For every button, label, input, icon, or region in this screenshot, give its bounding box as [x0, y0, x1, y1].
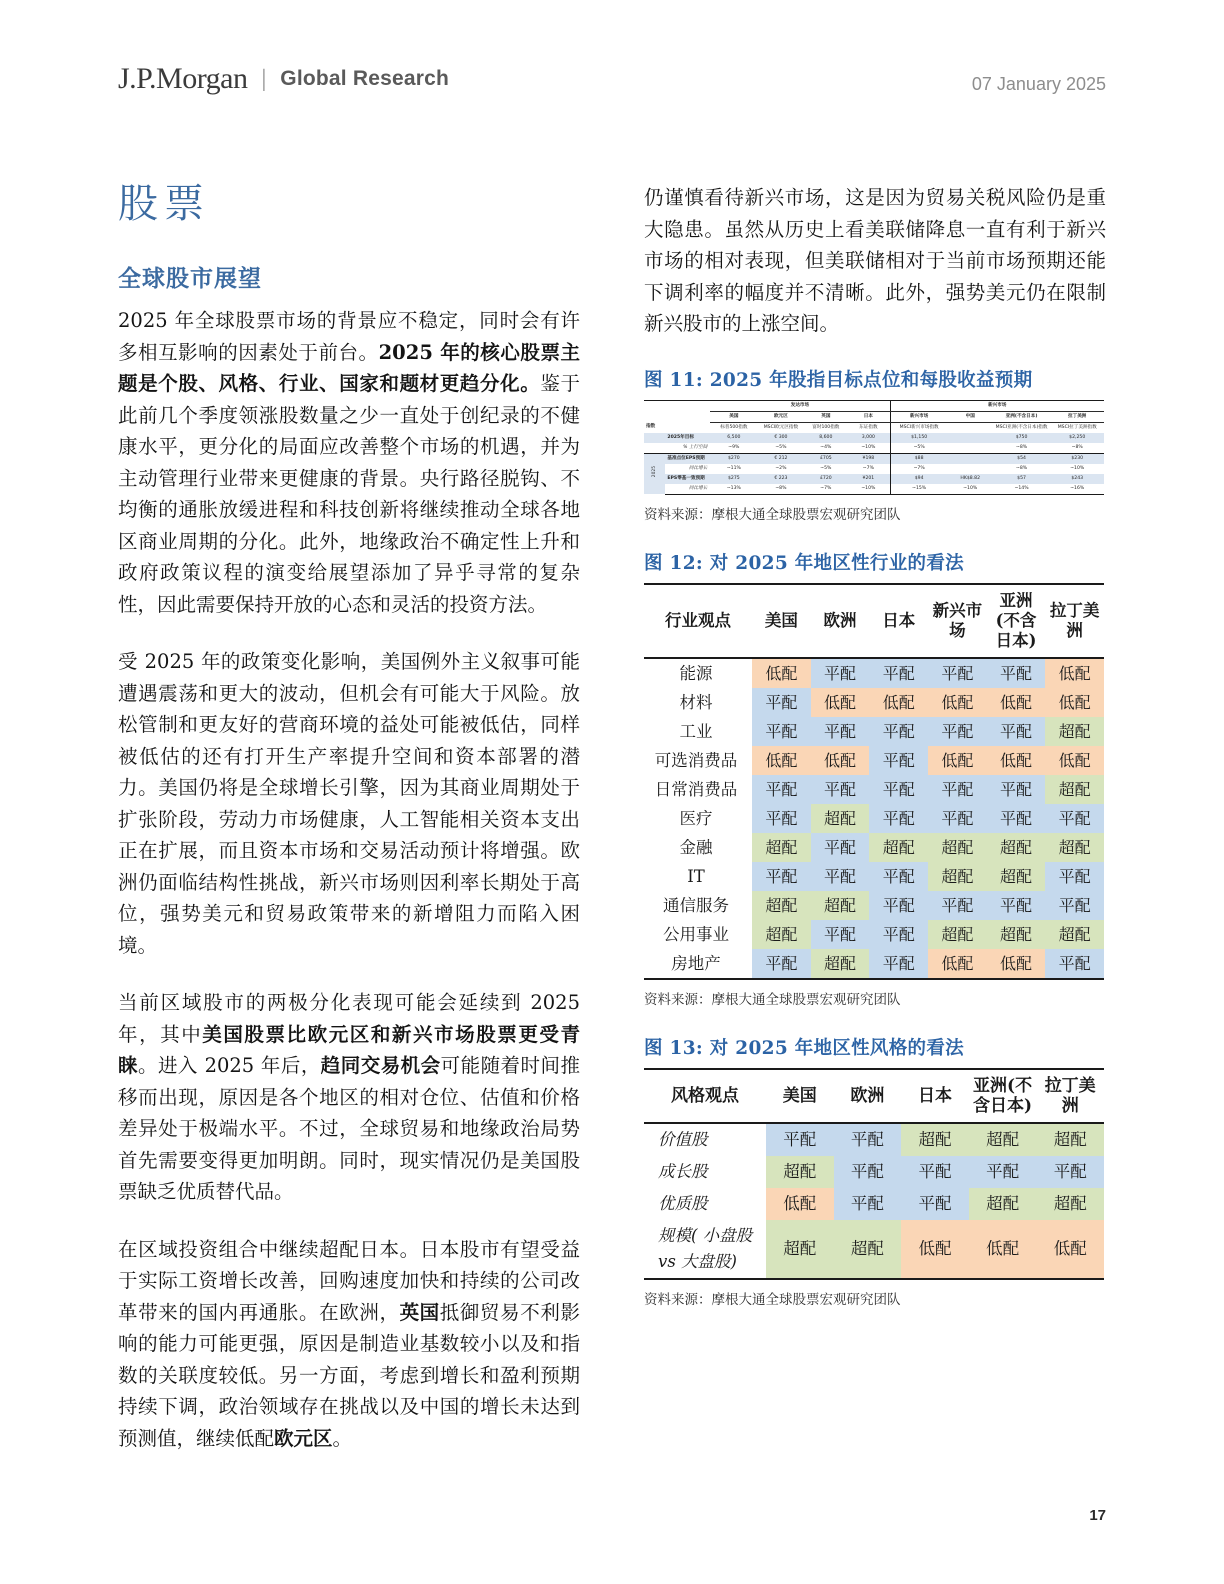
table-row	[644, 949, 1104, 979]
table-cell: 英国	[804, 411, 847, 422]
column-header-region: 美国	[766, 1069, 834, 1123]
table-cell: ~8%	[757, 484, 804, 495]
table-cell: MSCI新兴市场指数	[890, 422, 948, 433]
rating-cell: 平配	[901, 1188, 969, 1220]
left-body-text	[118, 305, 580, 1454]
rating-cell: 低配	[811, 688, 870, 717]
table-cell: 标普500指数	[720, 424, 748, 430]
table-row	[644, 400, 1104, 411]
rating-cell: 超配	[987, 920, 1046, 949]
table-row	[644, 453, 1104, 464]
table-row	[644, 920, 1104, 949]
table-cell: 拉丁美洲	[1050, 411, 1104, 422]
rating-cell: 超配	[811, 949, 870, 979]
row-label: 医疗	[679, 808, 713, 828]
figure-11-source: 资料来源：摩根大通全球股票宏观研究团队	[644, 506, 901, 523]
table-cell: MSCI亚洲(不含日本)指数	[995, 424, 1048, 430]
rating-cell: 平配	[928, 891, 987, 920]
rating-cell: 低配	[766, 1188, 834, 1220]
table-header-row	[644, 1069, 1104, 1123]
rating-cell: 平配	[752, 804, 811, 833]
rating-cell: 平配	[811, 658, 870, 688]
page-header	[118, 62, 1106, 116]
text-run: 受 2025 年的政策变化影响，美国例外主义叙事可能遭遇震荡和更大的波动，但机会有可能大于风险。放松管制和更友好的营商环境的益处可能被低估，同样被低估的还有打开生产率提升空间和资本部署的潜力。美国仍将是全球增长引擎，因为其商业周期处于扩张阶段，劳动力市场健康，人工智能相关资本支出正在扩展，而且资本市场和交易活动预计将增强。欧洲仍面临结构性挑战，新兴市场则因利率长期处于高位，强势美元和贸易政策带来的新增阻力而陷入困境。	[118, 650, 580, 957]
table-cell: € 223	[757, 474, 804, 484]
rating-cell: 超配	[1036, 1188, 1104, 1220]
table-row	[644, 411, 1104, 422]
table-cell: ~2%	[775, 465, 787, 471]
rating-cell: 超配	[901, 1123, 969, 1156]
right-column	[644, 182, 1106, 1334]
rating-cell: 平配	[987, 717, 1046, 746]
text-run: 。进入 2025 年后，	[137, 1054, 321, 1077]
rating-cell: 低配	[987, 688, 1046, 717]
table-cell: ~13%	[710, 484, 757, 495]
rating-cell: 平配	[928, 658, 987, 688]
column-header-region: 拉丁美洲	[1045, 584, 1104, 658]
table-row	[644, 464, 1104, 474]
emphasis-run: 欧元区	[274, 1426, 333, 1450]
rating-cell: 平配	[834, 1156, 902, 1188]
table-cell: ~7%	[862, 465, 874, 471]
table-cell: MSCI拉丁美洲指数	[1057, 424, 1097, 430]
table-cell: ~8%	[1015, 465, 1028, 471]
rating-cell: 超配	[1045, 833, 1104, 862]
table-row	[644, 688, 1104, 717]
column-header-region: 新兴市场	[928, 584, 987, 658]
table-cell: ~8%	[1050, 443, 1104, 454]
figure-13-source: 资料来源：摩根大通全球股票宏观研究团队	[644, 1291, 901, 1308]
table-cell: $54	[993, 453, 1051, 464]
row-label: 公用事业	[663, 924, 730, 944]
brand-lockup	[118, 62, 1106, 96]
publication-date: 07 January 2025	[971, 74, 1106, 94]
rating-cell: 低配	[928, 746, 987, 775]
table-cell	[644, 453, 665, 494]
table-cell: 美国	[710, 411, 757, 422]
table-row	[644, 891, 1104, 920]
table-row	[644, 1188, 1104, 1220]
table-cell: $57	[993, 474, 1051, 484]
text-run: 在区域投资组合中继续超配日本。日本股市有望受益于实际工资增长改善，回购速度加快和持续的公司改革带来的国内再通胀。在欧洲，	[118, 1237, 580, 1324]
row-label: 能源	[679, 663, 713, 683]
table-row	[644, 484, 1104, 495]
table-cell: 中国	[948, 411, 993, 422]
rating-cell: 平配	[811, 920, 870, 949]
rating-cell: 低配	[928, 949, 987, 979]
rating-cell: 平配	[869, 775, 928, 804]
rating-cell: 超配	[752, 920, 811, 949]
rating-cell: 平配	[869, 862, 928, 891]
table-cell: 同比增长	[665, 484, 710, 495]
row-label: 房地产	[644, 949, 752, 979]
rating-cell: 平配	[811, 862, 870, 891]
column-header-region: 亚洲(不含日本)	[969, 1069, 1037, 1123]
table-header-row	[644, 584, 1104, 658]
chapter-title: 股票	[118, 181, 210, 227]
rating-cell: 平配	[869, 717, 928, 746]
paragraph	[118, 1234, 580, 1455]
table-cell	[948, 453, 993, 464]
table-cell: ~16%	[1050, 484, 1104, 495]
rating-cell: 平配	[834, 1188, 902, 1220]
rating-cell: 低配	[752, 658, 811, 688]
column-header-region: 欧洲	[834, 1069, 902, 1123]
rating-cell: 超配	[1045, 717, 1104, 746]
rating-cell: 平配	[869, 658, 928, 688]
year-label: 2025	[651, 466, 657, 478]
rating-cell: 平配	[811, 717, 870, 746]
figure-13-title: 图 13: 对 2025 年地区性风格的看法	[644, 1037, 964, 1059]
rating-cell: 超配	[1036, 1123, 1104, 1156]
page-number: 17	[1089, 1507, 1106, 1524]
table-cell: ~7%	[890, 464, 948, 474]
table-cell: 亚洲(不含日本)	[993, 411, 1051, 422]
table-cell: ~10%	[948, 484, 993, 495]
figure-12-title: 图 12: 对 2025 年地区性行业的看法	[644, 552, 964, 574]
rating-cell: 超配	[869, 833, 928, 862]
table-cell: % 上行空间	[665, 443, 710, 454]
table-row	[644, 804, 1104, 833]
paragraph	[118, 646, 580, 961]
row-label: 优质股	[658, 1193, 708, 1213]
column-header-region: 亚洲(不含日本)	[987, 584, 1046, 658]
table-cell: £705	[804, 453, 847, 464]
table-row	[644, 443, 1104, 454]
table-cell: $88	[890, 453, 948, 464]
rating-cell: 平配	[752, 775, 811, 804]
table-cell: $275	[710, 474, 757, 484]
text-run: 鉴于此前几个季度领涨股数量之少一直处于创纪录的不健康水平，更分化的局面应改善整个市场的机遇，并为主动管理行业带来更健康的背景。央行路径脱钩、不均衡的通胀放缓进程和科技创新将继续推动全球各地区商业周期的分化。此外，地缘政治不确定性上升和政府政策议程的演变给展望添加了异乎寻常的复杂性，因此需要保持开放的心态和灵活的投资方法。	[118, 372, 580, 616]
column-header-region: 美国	[752, 584, 811, 658]
table-cell: ¥201	[847, 474, 890, 484]
rating-cell: 超配	[928, 862, 987, 891]
paragraph	[644, 182, 1106, 340]
table-cell: 东证指数	[859, 424, 878, 430]
emphasis-run: 美国股票比欧元区和新兴市场股票更受青睐	[118, 1022, 580, 1077]
table-row	[644, 474, 1104, 484]
table-cell: 欧元区	[757, 411, 804, 422]
emphasis-run: 英国	[399, 1300, 440, 1324]
table-row	[644, 422, 1104, 433]
figure-12-table	[644, 583, 1104, 980]
rating-cell: 低配	[969, 1220, 1037, 1279]
text-run: 可能随着时间推移而出现，原因是各个地区的相对仓位、估值和价格差异处于极端水平。不过，全球贸易和地缘政治局势首先需要变得更加明朗。同时，现实情况仍是美国股票缺乏优质替代品。	[118, 1054, 580, 1203]
rating-cell: 超配	[987, 833, 1046, 862]
rating-cell: 平配	[869, 746, 928, 775]
rating-cell: 低配	[987, 746, 1046, 775]
table-row	[644, 775, 1104, 804]
table-cell	[644, 400, 710, 411]
rating-cell: 超配	[811, 804, 870, 833]
table-cell: ~11%	[726, 465, 741, 471]
rating-cell: 平配	[1045, 862, 1104, 891]
emphasis-run: 2025 年的核心股票主题是个股、风格、行业、国家和题材更趋分化。	[118, 340, 580, 395]
rating-cell: 平配	[811, 775, 870, 804]
table-cell	[644, 411, 710, 422]
header-subtitle: Global Research	[280, 67, 450, 90]
header-divider: |	[261, 65, 267, 92]
text-run: 仍谨慎看待新兴市场，这是因为贸易关税风险仍是重大隐患。虽然从历史上看美联储降息一直有利于新兴市场的相对表现，但美联储相对于当前市场预期还能下调利率的幅度并不清晰。此外，强势美元仍在限制新兴股市的上涨空间。	[644, 186, 1106, 335]
rating-cell: 低配	[928, 688, 987, 717]
table-cell: ~8%	[993, 443, 1051, 454]
rating-cell: 低配	[1045, 688, 1104, 717]
table-cell: HK$8.82	[948, 474, 993, 484]
rating-cell: 超配	[766, 1156, 834, 1188]
row-label: 金融	[679, 837, 713, 857]
table-cell: € 300	[757, 433, 804, 443]
table-cell: $2,250	[1050, 433, 1104, 443]
table-cell: ~10%	[847, 484, 890, 495]
rating-cell: 平配	[1045, 804, 1104, 833]
rating-cell: 平配	[752, 949, 811, 979]
rating-cell: 平配	[869, 920, 928, 949]
table-cell	[948, 433, 993, 443]
rating-cell: 低配	[901, 1220, 969, 1279]
table-cell: 3,000	[847, 433, 890, 443]
rating-cell: 超配	[811, 891, 870, 920]
figure-13-table	[644, 1068, 1104, 1280]
rating-cell: 平配	[1045, 949, 1104, 979]
table-cell: ~10%	[1070, 465, 1085, 471]
table-cell: MSCI欧元区指数	[763, 424, 799, 430]
rating-cell: 平配	[752, 717, 811, 746]
rating-cell: 超配	[752, 891, 811, 920]
rating-cell: 低配	[1045, 658, 1104, 688]
rating-cell: 低配	[1036, 1220, 1104, 1279]
table-row	[644, 433, 1104, 443]
table-cell: ~7%	[804, 484, 847, 495]
row-label: 成长股	[658, 1161, 708, 1181]
rating-cell: 平配	[869, 949, 928, 979]
rating-cell: 平配	[766, 1123, 834, 1156]
column-header-region: 日本	[901, 1069, 969, 1123]
column-header-label: 行业观点	[644, 584, 752, 658]
table-cell: 同比增长	[688, 465, 708, 471]
figure-11-table	[644, 400, 1104, 495]
table-cell	[644, 443, 665, 454]
rating-cell: 超配	[752, 833, 811, 862]
table-cell: ~14%	[993, 484, 1051, 495]
table-row	[644, 717, 1104, 746]
rating-cell: 低配	[869, 688, 928, 717]
rating-cell: 平配	[1045, 891, 1104, 920]
table-cell: $750	[993, 433, 1051, 443]
text-run: 当前区域股市的两极分化表现可能会延续到 2025 年，其中	[118, 991, 580, 1046]
rating-cell: 平配	[834, 1123, 902, 1156]
table-cell: 日本	[847, 411, 890, 422]
rating-cell: 平配	[752, 862, 811, 891]
column-header-region: 日本	[869, 584, 928, 658]
row-label: 工业	[679, 721, 713, 741]
rating-cell: 超配	[928, 833, 987, 862]
row-label: 通信服务	[663, 895, 730, 915]
table-row	[644, 1156, 1104, 1188]
table-cell: 新兴市场	[890, 411, 948, 422]
table-cell: 8,600	[804, 433, 847, 443]
rating-cell: 平配	[869, 804, 928, 833]
rating-cell: 超配	[928, 920, 987, 949]
text-run: 抵御贸易不利影响的能力可能更强，原因是制造业基数较小以及和指数的关联度较低。另一方面，考虑到增长和盈利预期持续下调，政治领域存在挑战以及中国的增长未达到预测值，继续低配	[118, 1300, 580, 1450]
table-row	[644, 862, 1104, 891]
table-cell: EPS零基一致预期	[665, 474, 710, 484]
table-cell: 6,500	[710, 433, 757, 443]
rating-cell: 超配	[1045, 920, 1104, 949]
column-header-region: 欧洲	[811, 584, 870, 658]
text-run: 。	[332, 1426, 353, 1450]
row-label: IT	[687, 866, 705, 886]
table-cell: ~4%	[804, 443, 847, 454]
paragraph	[118, 987, 580, 1208]
row-label: 可选消费品	[654, 750, 738, 770]
table-row	[644, 1220, 1104, 1279]
table-cell: ~5%	[890, 443, 948, 454]
table-cell: 指数	[646, 424, 656, 430]
table-cell: $94	[890, 474, 948, 484]
emphasis-run: 趋同交易机会	[320, 1054, 441, 1077]
table-cell: ~5%	[820, 465, 832, 471]
figure-11-title: 图 11: 2025 年股指目标点位和每股收益预期	[644, 369, 1033, 391]
rating-cell: 平配	[1036, 1156, 1104, 1188]
table-cell: ~10%	[847, 443, 890, 454]
table-row	[644, 658, 1104, 688]
rating-cell: 超配	[969, 1123, 1037, 1156]
column-header-region: 拉丁美洲	[1036, 1069, 1104, 1123]
paragraph	[118, 305, 580, 620]
left-column	[118, 182, 580, 1480]
table-cell: ~15%	[890, 484, 948, 495]
row-label: 日常消费品	[654, 779, 738, 799]
rating-cell: 超配	[1045, 775, 1104, 804]
row-label: 材料	[679, 692, 713, 712]
column-header-label: 风格观点	[644, 1069, 766, 1123]
table-cell	[948, 443, 993, 454]
row-label: 规模( 小盘股 vs 大盘股)	[644, 1220, 766, 1279]
table-cell: $243	[1050, 474, 1104, 484]
table-cell: 富时100指数	[812, 424, 840, 430]
table-row	[644, 833, 1104, 862]
right-body-text	[644, 182, 1106, 340]
row-label: 价值股	[658, 1129, 708, 1149]
section-title: 全球股市展望	[118, 265, 262, 292]
rating-cell: 超配	[766, 1220, 834, 1279]
table-cell: € 212	[757, 453, 804, 464]
table-cell: £720	[804, 474, 847, 484]
table-cell	[948, 422, 993, 433]
table-cell: 发达市场	[710, 400, 890, 411]
rating-cell: 平配	[987, 891, 1046, 920]
jpmorgan-logo: J.P.Morgan	[118, 62, 248, 95]
table-cell: $1,150	[890, 433, 948, 443]
rating-cell: 低配	[811, 746, 870, 775]
rating-cell: 低配	[752, 746, 811, 775]
rating-cell: 平配	[928, 775, 987, 804]
table-cell: $270	[710, 453, 757, 464]
table-row	[644, 746, 1104, 775]
rating-cell: 平配	[969, 1156, 1037, 1188]
rating-cell: 平配	[901, 1156, 969, 1188]
rating-cell: 平配	[987, 804, 1046, 833]
rating-cell: 超配	[987, 862, 1046, 891]
table-cell	[644, 433, 665, 443]
table-cell: 2025年目标	[665, 433, 710, 443]
rating-cell: 平配	[928, 804, 987, 833]
rating-cell: 平配	[752, 688, 811, 717]
rating-cell: 低配	[987, 949, 1046, 979]
rating-cell: 平配	[928, 717, 987, 746]
table-cell	[948, 464, 993, 474]
table-cell: ~9%	[710, 443, 757, 454]
table-cell: 基准点位EPS预期	[665, 453, 710, 464]
rating-cell: 平配	[811, 833, 870, 862]
table-cell: ~5%	[757, 443, 804, 454]
table-row	[644, 1123, 1104, 1156]
table-cell: 新兴市场	[890, 400, 1104, 411]
figure-12-source: 资料来源：摩根大通全球股票宏观研究团队	[644, 991, 901, 1008]
text-run: 2025 年全球股票市场的背景应不稳定，同时会有许多相互影响的因素处于前台。	[118, 309, 580, 364]
rating-cell: 超配	[834, 1220, 902, 1279]
rating-cell: 平配	[987, 658, 1046, 688]
rating-cell: 平配	[987, 775, 1046, 804]
rating-cell: 平配	[869, 891, 928, 920]
rating-cell: 低配	[1045, 746, 1104, 775]
table-cell: ¥198	[847, 453, 890, 464]
rating-cell: 超配	[969, 1188, 1037, 1220]
table-cell: $230	[1050, 453, 1104, 464]
